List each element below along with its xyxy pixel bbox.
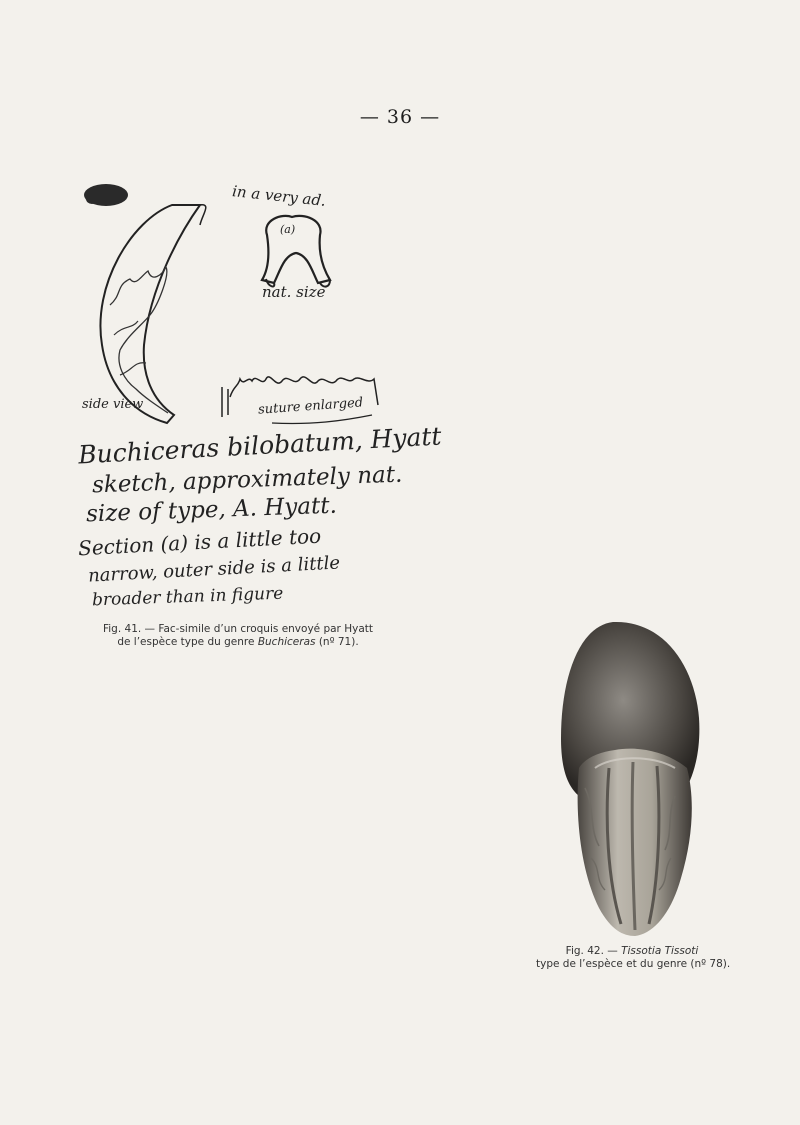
figure-41-sketch (72, 175, 443, 615)
hand-label-size: nat. size (262, 283, 326, 301)
last-paragraph-line-2 (75, 995, 711, 1020)
hand-label-suture: suture enlarged (257, 395, 364, 418)
last-paragraph-line-1 (131, 969, 496, 994)
hand-label-top: in a very ad. (231, 182, 327, 210)
figure-42-fossil-photo (555, 618, 705, 940)
svg-text:(a): (a) (280, 223, 296, 236)
hand-line-2: sketch, approximately nat. (91, 461, 403, 499)
figure-41-caption (82, 623, 394, 649)
hand-line-1: Buchiceras bilobatum, Hyatt (77, 421, 443, 470)
hand-label-side-view: side view (82, 397, 144, 412)
hand-line-3: size of type, A. Hyatt. (85, 492, 338, 528)
fig41-caption-line-2: de l’espèce type du genre Buchiceras (nº 71). (117, 636, 359, 648)
hand-line-6: broader than in figure (91, 583, 284, 611)
fig41-caption-line-1: Fig. 41. — Fac-simile d’un croquis envoyé par Hyatt (102, 623, 373, 635)
hand-line-4: Section (a) is a little too (77, 523, 322, 561)
body-line-first (133, 147, 716, 172)
page-number: — 36 — (359, 106, 441, 128)
tissotia-fossil-image (555, 618, 705, 940)
hand-line-5: narrow, outer side is a little (87, 552, 341, 587)
fig42-caption-line-2: type de l’espèce et du genre (nº 78). (536, 958, 731, 970)
figure-42-caption (536, 945, 731, 971)
fig42-caption-line-1: Fig. 42. — Tissotia Tissoti (565, 945, 699, 957)
